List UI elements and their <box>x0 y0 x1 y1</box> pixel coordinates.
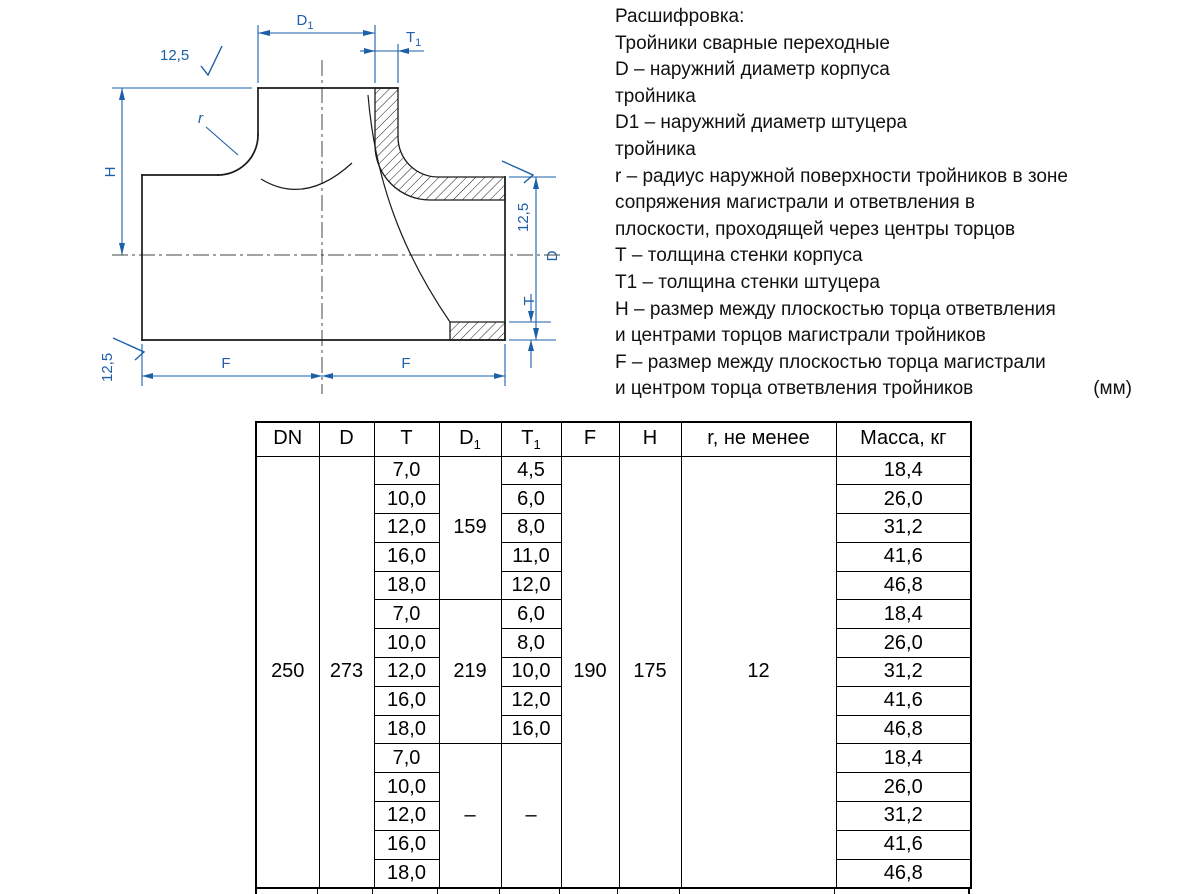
t-cell: 16,0 <box>374 686 439 715</box>
dimension-h <box>102 88 252 255</box>
legend <box>615 4 1140 403</box>
mass-cell: 41,6 <box>836 686 971 715</box>
d-dimension-label: D <box>544 250 561 262</box>
dimension-t <box>509 294 551 368</box>
h-dimension-label: H <box>102 166 119 178</box>
d1-dimension-label: $D_1$ <box>296 12 314 32</box>
legend-line: D1 – наружний диаметр штуцера <box>615 112 908 134</box>
mass-cell: 46,8 <box>836 859 971 888</box>
t1-cell: 8,0 <box>501 629 561 658</box>
roughness-mark-right <box>502 161 533 232</box>
roughness-mark-left <box>99 338 144 382</box>
dimension-d1 <box>258 12 375 83</box>
section-top-wall <box>375 88 505 200</box>
mass-cell: 26,0 <box>836 773 971 802</box>
roughness-mark-top <box>160 46 222 75</box>
t-cell: 12,0 <box>374 802 439 831</box>
t-cell: 7,0 <box>374 744 439 773</box>
f-right-label: F <box>401 355 411 372</box>
t-cell: 10,0 <box>374 485 439 514</box>
legend-line: r – радиус наружной поверхности тройников в зоне <box>615 165 1068 187</box>
legend-line: и центрами торцов магистрали тройников <box>615 325 986 347</box>
mass-cell: 26,0 <box>836 629 971 658</box>
header-dn: DN <box>256 422 319 456</box>
t-cell: 18,0 <box>374 859 439 888</box>
legend-line: F – размер между плоскостью торца магистрали <box>615 351 1046 373</box>
tee-outline <box>142 88 505 340</box>
table-header-row <box>256 422 971 456</box>
centerlines <box>112 60 560 394</box>
h-cell: 175 <box>619 456 681 888</box>
legend-line: плоскости, проходящей через центры торцов <box>615 218 1016 240</box>
mass-cell: 31,2 <box>836 658 971 687</box>
t1-cell: 12,0 <box>501 686 561 715</box>
f-left-label: F <box>221 355 231 372</box>
t-cell: 7,0 <box>374 456 439 485</box>
saddle-curve <box>261 163 352 189</box>
mass-cell: 46,8 <box>836 715 971 744</box>
mass-cell: 18,4 <box>836 456 971 485</box>
t-cell: 16,0 <box>374 542 439 571</box>
header-r: r, не менее <box>681 422 836 456</box>
roughness-check-icon <box>502 161 533 183</box>
t-dimension-label: T <box>521 296 538 306</box>
legend-line: сопряжения магистрали и ответвления в <box>615 192 975 214</box>
dimension-f <box>142 344 505 386</box>
t-cell: 10,0 <box>374 629 439 658</box>
header-d1: $D_1$ <box>439 422 501 456</box>
legend-line: D – наружний диаметр корпуса <box>615 59 890 81</box>
dn-cell: 250 <box>256 456 319 888</box>
d-cell: 273 <box>319 456 374 888</box>
roughness-value-left: 12,5 <box>99 352 116 382</box>
f-cell: 190 <box>561 456 619 888</box>
dimension-d <box>509 177 561 340</box>
legend-line-text: и центром торца ответвления тройников <box>615 378 974 400</box>
legend-line: тройника <box>615 85 696 107</box>
mass-cell: 31,2 <box>836 514 971 543</box>
mass-cell: 18,4 <box>836 600 971 629</box>
t1-cell: 6,0 <box>501 600 561 629</box>
t1-cell: 8,0 <box>501 514 561 543</box>
dimension-t1 <box>360 29 424 83</box>
t1-cell: 12,0 <box>501 571 561 600</box>
header-t1: $T_1$ <box>501 422 561 456</box>
t1-cell: 11,0 <box>501 542 561 571</box>
units-note: (мм) <box>1093 378 1132 400</box>
t1-dimension-label: $T_1$ <box>406 29 422 49</box>
mass-cell: 26,0 <box>836 485 971 514</box>
header-h: H <box>619 422 681 456</box>
header-d: D <box>319 422 374 456</box>
table-continuation <box>255 887 970 894</box>
d1-cell: 219 <box>439 600 501 744</box>
t1-cell: – <box>501 744 561 888</box>
t-cell: 18,0 <box>374 571 439 600</box>
t-cell: 10,0 <box>374 773 439 802</box>
mass-cell: 41,6 <box>836 830 971 859</box>
section-bottom-wall <box>450 322 505 340</box>
legend-title: Расшифровка: <box>615 6 745 27</box>
mass-cell: 18,4 <box>836 744 971 773</box>
d1-cell: – <box>439 744 501 888</box>
roughness-value-right: 12,5 <box>515 202 532 232</box>
t-cell: 12,0 <box>374 658 439 687</box>
header-f: F <box>561 422 619 456</box>
legend-line: Т – толщина стенки корпуса <box>615 245 863 267</box>
t1-cell: 6,0 <box>501 485 561 514</box>
roughness-value-top: 12,5 <box>160 47 190 64</box>
legend-line: Тройники сварные переходные <box>615 32 890 54</box>
legend-last-line <box>615 376 1140 403</box>
d1-cell: 159 <box>439 456 501 600</box>
t-cell: 18,0 <box>374 715 439 744</box>
legend-line: тройника <box>615 138 696 160</box>
t-cell: 7,0 <box>374 600 439 629</box>
mass-cell: 46,8 <box>836 571 971 600</box>
tee-technical-drawing <box>0 0 600 410</box>
table-row <box>256 456 971 485</box>
dimension-r <box>198 110 238 155</box>
legend-line: H – размер между плоскостью торца ответвления <box>615 298 1056 320</box>
legend-line: Т1 – толщина стенки штуцера <box>615 271 880 293</box>
header-mass: Масса, кг <box>836 422 971 456</box>
t-cell: 12,0 <box>374 514 439 543</box>
header-t: T <box>374 422 439 456</box>
t1-cell: 10,0 <box>501 658 561 687</box>
r-label: r <box>198 110 203 127</box>
spec-table <box>255 421 972 889</box>
mass-cell: 41,6 <box>836 542 971 571</box>
roughness-check-icon <box>113 338 144 360</box>
r-cell: 12 <box>681 456 836 888</box>
t-cell: 16,0 <box>374 830 439 859</box>
roughness-check-icon <box>201 46 222 75</box>
t1-cell: 16,0 <box>501 715 561 744</box>
t1-cell: 4,5 <box>501 456 561 485</box>
mass-cell: 31,2 <box>836 802 971 831</box>
